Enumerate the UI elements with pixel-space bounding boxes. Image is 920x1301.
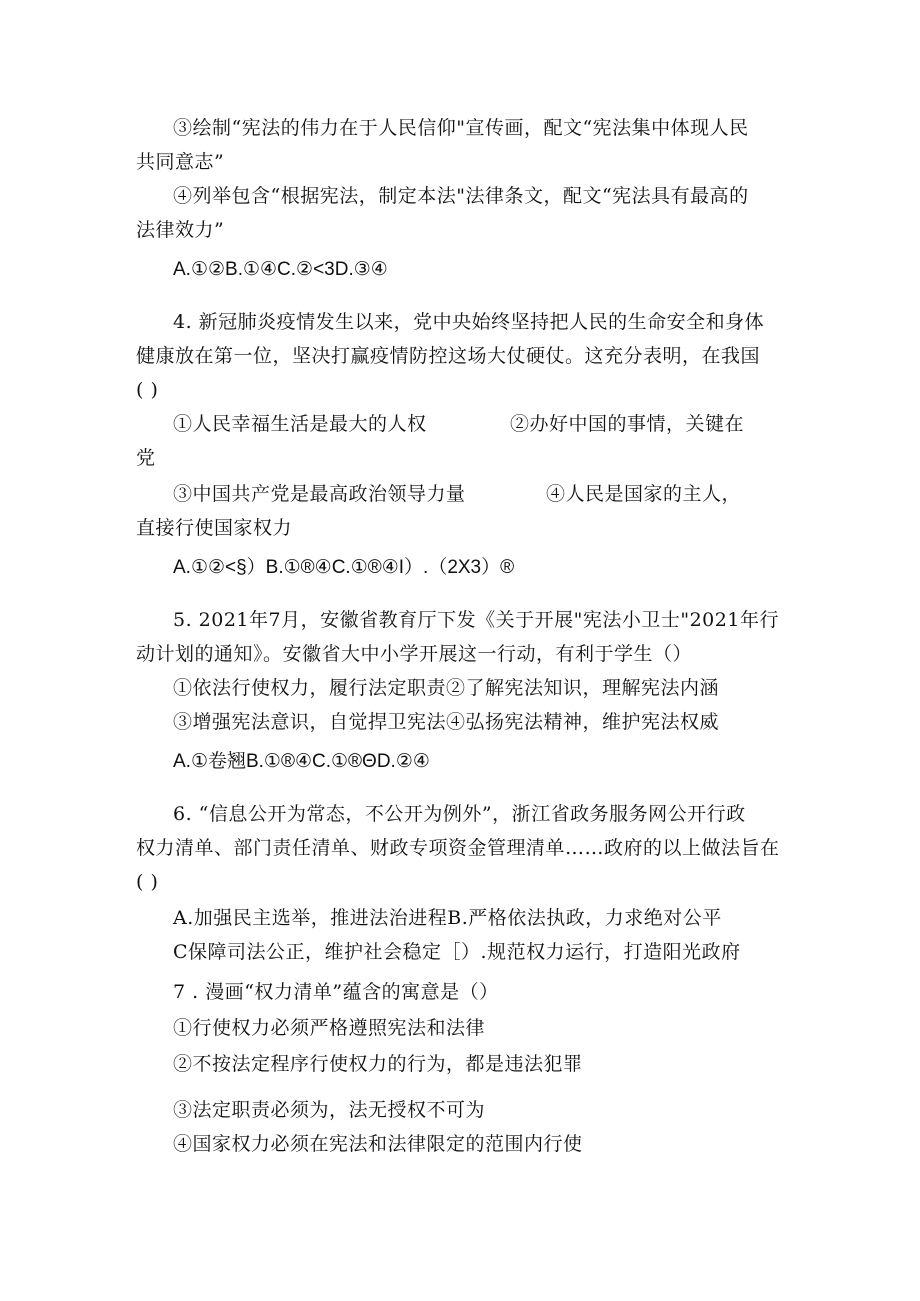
q4-item4-line2: 直接行使国家权力: [136, 517, 293, 539]
q3-item3-line2: 共同意志”: [136, 151, 225, 173]
q3-item4-line1: ④列举包含“根据宪法，制定本法"法律条文，配文“宪法具有最高的: [173, 185, 749, 207]
q4-item3: ③中国共产党是最高政治领导力量: [173, 483, 466, 505]
q5-stem-line1: 5. 2021年7月，安徽省教育厅下发《关于开展"宪法小卫士"2021年行: [173, 609, 779, 631]
q5-items-line1: ①依法行使权力，履行法定职责②了解宪法知识，理解宪法内涵: [173, 677, 720, 699]
q4-stem-line2: 健康放在第一位，坚决打赢疫情防控这场大仗硬仗。这充分表明，在我国: [136, 345, 761, 367]
q4-item2-line2: 党: [136, 447, 156, 469]
q4-item2-line1: ②办好中国的事情，关键在: [510, 413, 745, 435]
q4-options: A.①②<§）B.①®④C.①®④I）.（2X3）®: [173, 557, 515, 578]
q6-stem-line1: 6. “信息公开为常态，不公开为例外”，浙江省政务服务网公开行政: [173, 803, 746, 825]
q3-item3-line1: ③绘制“宪法的伟力在于人民信仰"宣传画，配文“宪法集中体现人民: [173, 117, 749, 139]
q5-items-line2: ③增强宪法意识，自觉捍卫宪法④弘扬宪法精神，维护宪法权威: [173, 711, 720, 733]
q7-item2: ②不按法定程序行使权力的行为，都是违法犯罪: [173, 1053, 583, 1075]
q4-stem-line3: ( ): [136, 379, 159, 401]
q7-stem: 7 . 漫画“权力清单”蕴含的寓意是（）: [173, 981, 499, 1003]
q7-item3: ③法定职责必须为，法无授权不可为: [173, 1099, 486, 1121]
q5-options: A.①卷翘B.①®④C.①®ΘD.②④: [173, 751, 430, 772]
q7-item4: ④国家权力必须在宪法和法律限定的范围内行使: [173, 1133, 583, 1155]
q3-item4-line2: 法律效力”: [136, 219, 225, 241]
q6-stem-line3: ( ): [136, 871, 159, 893]
q7-item1: ①行使权力必须严格遵照宪法和法律: [173, 1017, 486, 1039]
q5-stem-line2: 动计划的通知》。安徽省大中小学开展这一行动，有利于学生（）: [136, 643, 693, 665]
q6-stem-line2: 权力清单、部门责任清单、财政专项资金管理清单……政府的以上做法旨在: [136, 837, 780, 859]
q4-item4-line1: ④人民是国家的主人，: [546, 483, 742, 505]
q4-item1: ①人民幸福生活是最大的人权: [173, 413, 427, 435]
q4-stem-line1: 4. 新冠肺炎疫情发生以来，党中央始终坚持把人民的生命安全和身体: [173, 311, 765, 333]
q6-options-line1: A.加强民主选举，推进法治进程B.严格依法执政，力求绝对公平: [173, 907, 722, 929]
q3-options: A.①②B.①④C.②<3D.③④: [173, 259, 388, 280]
q6-options-line2: C保障司法公正，维护社会稳定［）.规范权力运行，打造阳光政府: [173, 941, 741, 963]
